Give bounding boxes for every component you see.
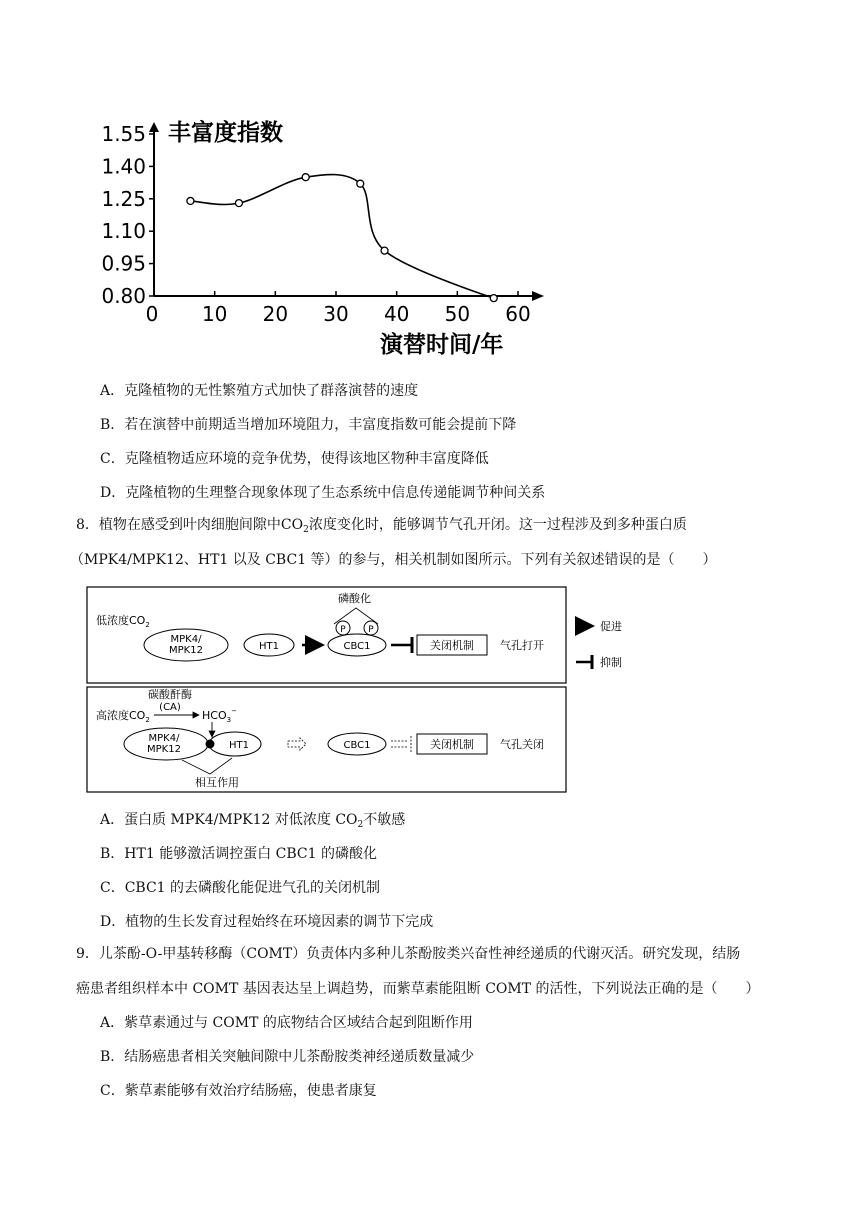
low-co2-label: 低浓度$CO_2$	[96, 614, 150, 629]
ht1-label-top: HT1	[259, 641, 279, 652]
q8-option-a: A．蛋白质 MPK4/MPK12 对低浓度 $CO_2$不敏感	[100, 812, 406, 830]
q8-option-d: D．植物的生长发育过程始终在环境因素的调节下完成	[100, 914, 434, 930]
ca-abbr-label: (CA)	[159, 702, 181, 713]
phosphate-p1: P	[340, 625, 346, 635]
phosphate-p2: P	[368, 625, 374, 635]
x-tick-label: 0	[145, 302, 159, 326]
q9-option-c: C．紫草素能够有效治疗结肠癌，使患者康复	[100, 1083, 377, 1099]
dashed-inhibit-1	[391, 736, 411, 752]
q7-option-a: A．克隆植物的无性繁殖方式加快了群落演替的速度	[100, 383, 419, 399]
ht1-label-bottom: HT1	[229, 740, 249, 751]
close-mech-label-top: 关闭机制	[430, 639, 474, 652]
x-tick-label: 10	[201, 302, 228, 326]
legend-promote: 促进	[600, 620, 622, 633]
richness-line-chart	[88, 110, 568, 360]
q7-option-c: C．克隆植物适应环境的竞争优势，使得该地区物种丰富度降低	[100, 451, 489, 467]
y-axis-arrow	[149, 122, 159, 132]
y-tick-label: 1.55	[101, 122, 146, 146]
y-tick-label: 0.95	[101, 251, 146, 276]
high-co2-label: 高浓度$CO_2$	[96, 709, 150, 724]
binding-dot	[206, 740, 215, 749]
mpk-line1: MPK4/	[170, 634, 202, 645]
x-axis-arrow	[532, 291, 544, 301]
x-tick-label: 20	[262, 302, 289, 326]
mechanism-diagram	[86, 586, 656, 794]
x-tick-label: 30	[323, 302, 349, 326]
y-tick-label: 0.80	[101, 284, 146, 308]
q8-stem-line1: 8．植物在感受到叶肉细胞间隙中$CO_2$浓度变化时，能够调节气孔开闭。这一过程涉及到多种蛋白质	[76, 517, 687, 535]
series-line	[190, 175, 493, 299]
x-tick-label: 40	[383, 302, 410, 326]
q9-option-b: B．结肠癌患者相关突触间隙中儿茶酚胺类神经递质数量减少	[100, 1049, 475, 1065]
x-tick-label: 50	[444, 302, 471, 326]
mpk-line2: MPK12	[169, 645, 203, 656]
y-tick-label: 1.25	[101, 186, 146, 211]
data-point	[302, 174, 309, 181]
y-axis-title: 丰富度指数	[168, 120, 283, 146]
data-point	[235, 200, 242, 207]
q9-option-a: A．紫草素通过与 COMT 的底物结合区域结合起到阻断作用	[100, 1015, 473, 1031]
mpk-line2-bottom: MPK12	[147, 744, 181, 755]
x-axis-title: 演替时间/年	[380, 332, 504, 358]
q8-option-b: B．HT1 能够激活调控蛋白 CBC1 的磷酸化	[100, 846, 377, 862]
dashed-arrow-1	[288, 738, 306, 750]
interaction-label: 相互作用	[195, 776, 239, 789]
q7-option-d: D．克隆植物的生理整合现象体现了生态系统中信息传递能调节种间关系	[100, 485, 546, 501]
y-tick-label: 1.10	[101, 219, 146, 244]
ca-name-label: 碳酸酐酶	[148, 688, 192, 701]
hco3-label: $HCO_3^-$	[202, 707, 237, 724]
q9-stem-line1: 9．儿茶酚-O-甲基转移酶（COMT）负责体内多种儿茶酚胺类兴奋性神经递质的代谢灭活。研究发现，结肠	[76, 946, 741, 962]
stoma-open-label: 气孔打开	[500, 639, 544, 652]
q9-stem-line2: 癌患者组织样本中 COMT 基因表达呈上调趋势，而紫草素能阻断 COMT 的活性，下列说法正确的是（ ）	[76, 981, 760, 997]
legend-inhibit: 抑制	[600, 656, 622, 669]
close-mech-label-bottom: 关闭机制	[430, 738, 474, 751]
data-point	[187, 197, 194, 204]
cbc1-label-top: CBC1	[343, 641, 371, 652]
q7-option-b: B．若在演替中前期适当增加环境阻力，丰富度指数可能会提前下降	[100, 417, 517, 433]
y-tick-label: 1.40	[101, 154, 146, 179]
mpk-line1-bottom: MPK4/	[148, 733, 180, 744]
q8-option-c: C．CBC1 的去磷酸化能促进气孔的关闭机制	[100, 880, 381, 896]
stoma-close-label: 气孔关闭	[500, 738, 544, 751]
data-point	[357, 180, 364, 187]
data-point	[381, 247, 388, 254]
q8-stem-line2: （MPK4/MPK12、HT1 以及 CBC1 等）的参与，相关机制如图所示。下列有关叙述错误的是（ ）	[70, 552, 717, 568]
data-point	[490, 295, 497, 302]
cbc1-label-bottom: CBC1	[343, 740, 371, 751]
phosphorylation-label: 磷酸化	[338, 592, 371, 605]
x-tick-label: 60	[505, 302, 531, 326]
